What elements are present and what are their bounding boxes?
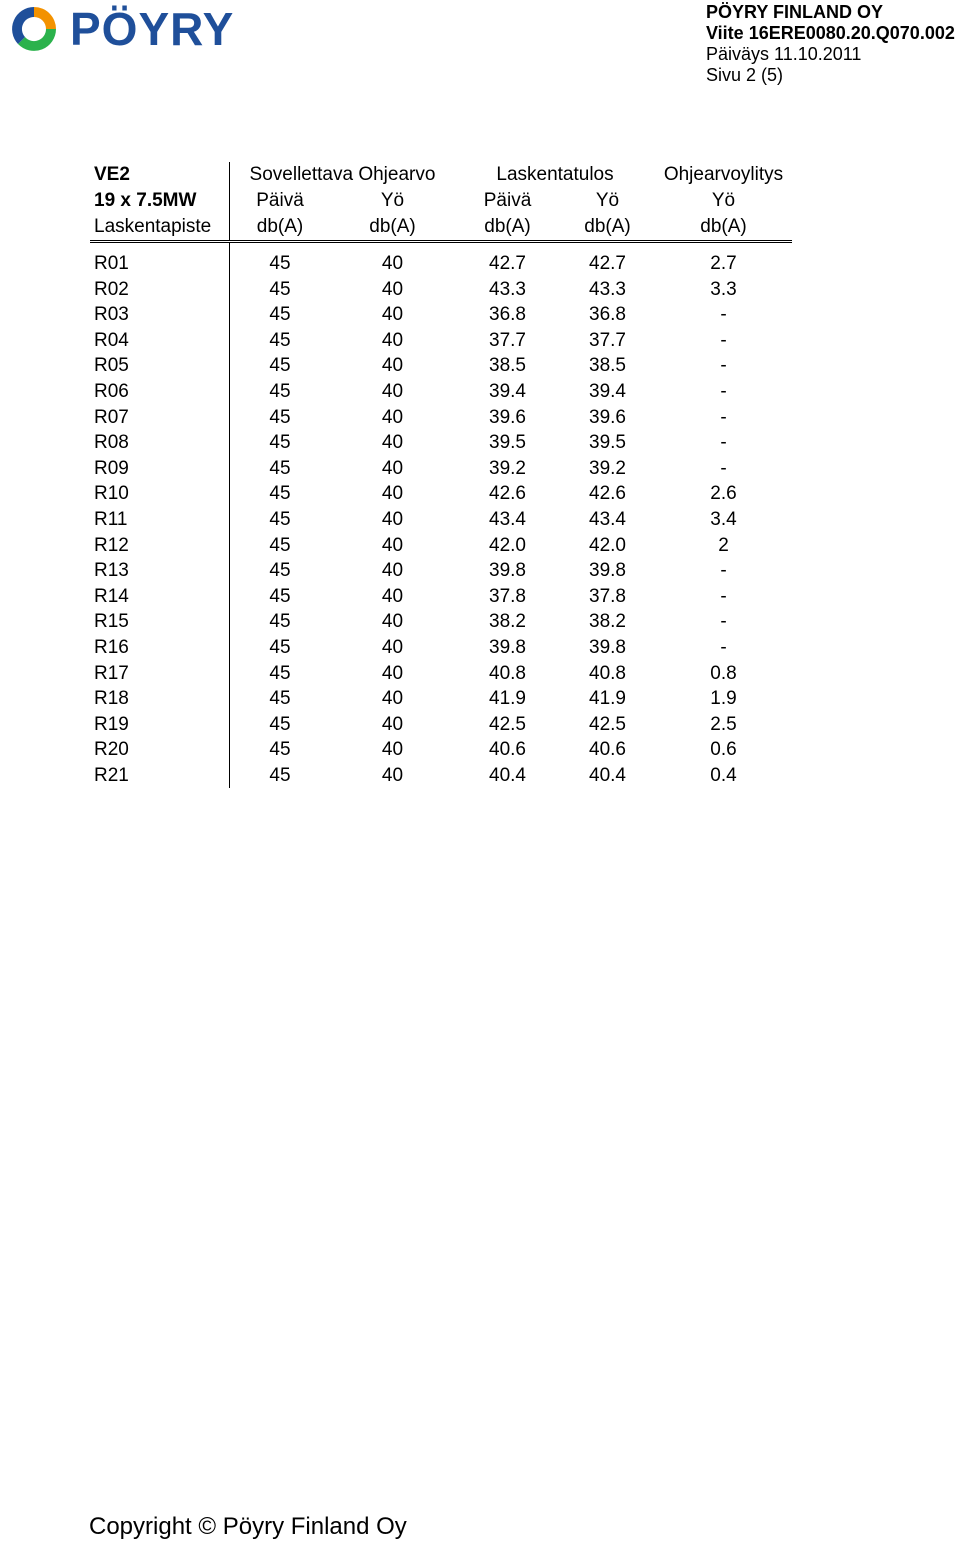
value-cell: 43.4 [489, 508, 526, 530]
sub-header: Päivä [256, 190, 304, 211]
value-cell: 40 [381, 457, 404, 479]
table-row [90, 635, 792, 661]
value-cell: - [720, 406, 727, 428]
value-cell: 45 [269, 380, 291, 402]
value-cell: 40.8 [589, 662, 626, 684]
value-cell: 45 [269, 688, 291, 710]
value-cell: 40 [381, 432, 404, 454]
table-row [90, 737, 792, 763]
point-id-cell: R20 [90, 737, 230, 763]
header-row-2 [90, 188, 792, 214]
table-row [90, 456, 792, 482]
unit-header: db(A) [230, 214, 331, 242]
unit-header: db(A) [455, 214, 560, 242]
table-row [90, 558, 792, 584]
point-id-cell: R17 [90, 661, 230, 687]
table-row [90, 353, 792, 379]
page-number: Sivu 2 (5) [706, 65, 784, 85]
value-cell: 42.0 [489, 534, 526, 556]
table-row [90, 481, 792, 507]
table-row [90, 405, 792, 431]
point-id-cell: R03 [90, 302, 230, 328]
point-id-cell: R05 [90, 353, 230, 379]
value-cell: 45 [269, 585, 291, 607]
table-row [90, 533, 792, 559]
document-header [706, 2, 955, 86]
table-row [90, 251, 792, 277]
value-cell: - [720, 457, 727, 479]
value-cell: 38.5 [489, 355, 526, 377]
value-cell: 45 [269, 457, 291, 479]
point-id-cell: R13 [90, 558, 230, 584]
value-cell: 40.8 [489, 662, 526, 684]
value-cell: 36.8 [489, 304, 526, 326]
table-row [90, 379, 792, 405]
value-cell: 42.6 [489, 483, 526, 505]
point-id-cell: R04 [90, 328, 230, 354]
point-id-cell: R01 [90, 251, 230, 277]
value-cell: 0.8 [710, 662, 737, 684]
value-cell: 40 [381, 304, 404, 326]
value-cell: - [720, 380, 727, 402]
point-id-cell: R16 [90, 635, 230, 661]
value-cell: 45 [269, 611, 291, 633]
point-id-cell: R08 [90, 430, 230, 456]
noise-results-table [90, 162, 792, 788]
table-row [90, 712, 792, 738]
point-id-cell: R06 [90, 379, 230, 405]
value-cell: 43.3 [489, 278, 526, 300]
value-cell: 37.7 [489, 329, 526, 351]
value-cell: 45 [269, 560, 291, 582]
value-cell: 40 [381, 355, 404, 377]
value-cell: 39.2 [589, 457, 626, 479]
value-cell: 37.8 [489, 585, 526, 607]
table-row [90, 277, 792, 303]
value-cell: 40.6 [589, 739, 626, 761]
company-name: PÖYRY FINLAND OY [706, 2, 884, 22]
value-cell: 42.5 [589, 713, 626, 735]
value-cell: 40 [381, 560, 404, 582]
value-cell: 38.2 [589, 611, 626, 633]
value-cell: 3.4 [710, 508, 737, 530]
value-cell: 45 [269, 432, 291, 454]
value-cell: 39.6 [489, 406, 526, 428]
value-cell: 40 [381, 688, 404, 710]
value-cell: - [720, 560, 727, 582]
value-cell: 40 [381, 534, 404, 556]
company-logo [8, 2, 234, 56]
value-cell: 40 [381, 253, 404, 274]
value-cell: 45 [269, 764, 291, 786]
value-cell: 37.8 [589, 585, 626, 607]
header-row-units [90, 214, 792, 242]
value-cell: 40 [381, 278, 404, 300]
value-cell: 39.4 [589, 380, 626, 402]
table-row [90, 609, 792, 635]
value-cell: - [720, 355, 727, 377]
value-cell: 45 [269, 406, 291, 428]
value-cell: - [720, 585, 727, 607]
value-cell: - [720, 611, 727, 633]
value-cell: 39.2 [489, 457, 526, 479]
table-row [90, 507, 792, 533]
point-id-cell: R10 [90, 481, 230, 507]
unit-header: db(A) [560, 214, 655, 242]
value-cell: 40 [381, 611, 404, 633]
point-id-cell: R07 [90, 405, 230, 431]
value-cell: 37.7 [589, 329, 626, 351]
value-cell: 41.9 [489, 688, 526, 710]
value-cell: 39.5 [489, 432, 526, 454]
point-id-cell: R09 [90, 456, 230, 482]
value-cell: 42.6 [589, 483, 626, 505]
value-cell: 45 [269, 355, 291, 377]
value-cell: 45 [269, 713, 291, 735]
value-cell: 2.7 [710, 253, 737, 274]
value-cell: 45 [269, 304, 291, 326]
value-cell: 40 [381, 329, 404, 351]
point-id-cell: R15 [90, 609, 230, 635]
table-row [90, 302, 792, 328]
value-cell: 40 [381, 406, 404, 428]
value-cell: 38.5 [589, 355, 626, 377]
value-cell: 45 [269, 739, 291, 761]
value-cell: 39.4 [489, 380, 526, 402]
spacer-row [90, 242, 792, 252]
point-column-header: Laskentapiste [90, 214, 230, 242]
point-id-cell: R12 [90, 533, 230, 559]
table-row [90, 328, 792, 354]
value-cell: 42.5 [489, 713, 526, 735]
value-cell: - [720, 636, 727, 658]
value-cell: 40.4 [489, 764, 526, 786]
copyright-footer: Copyright © Pöyry Finland Oy [89, 1513, 407, 1540]
value-cell: 45 [269, 278, 291, 300]
table-row [90, 763, 792, 789]
value-cell: 40 [381, 662, 404, 684]
value-cell: 42.0 [589, 534, 626, 556]
value-cell: 0.4 [710, 764, 737, 786]
logo-wordmark: PÖYRY [70, 3, 235, 55]
poyry-logo-mark-icon [8, 3, 60, 55]
document-date: Päiväys 11.10.2011 [706, 44, 862, 64]
value-cell: 45 [269, 636, 291, 658]
value-cell: 43.4 [589, 508, 626, 530]
value-cell: 2.6 [710, 483, 737, 505]
value-cell: 40.6 [489, 739, 526, 761]
value-cell: 0.6 [710, 739, 737, 761]
group-exceed-header: Ohjearvoylitys [663, 164, 784, 185]
reference-number: Viite 16ERE0080.20.Q070.002 [706, 23, 955, 43]
value-cell: 45 [269, 329, 291, 351]
value-cell: 43.3 [589, 278, 626, 300]
value-cell: - [720, 329, 727, 351]
table-row [90, 661, 792, 687]
value-cell: 40 [381, 585, 404, 607]
value-cell: 39.8 [489, 636, 526, 658]
point-id-cell: R14 [90, 584, 230, 610]
value-cell: 41.9 [589, 688, 626, 710]
point-id-cell: R19 [90, 712, 230, 738]
value-cell: 39.6 [589, 406, 626, 428]
value-cell: 40 [381, 739, 404, 761]
point-id-cell: R02 [90, 277, 230, 303]
table-row [90, 430, 792, 456]
value-cell: 42.7 [489, 253, 526, 274]
header-row-1 [90, 162, 792, 188]
value-cell: 45 [269, 508, 291, 530]
value-cell: 45 [269, 662, 291, 684]
table-row [90, 584, 792, 610]
value-cell: 45 [269, 253, 291, 274]
value-cell: 40 [381, 380, 404, 402]
value-cell: 45 [269, 534, 291, 556]
point-id-cell: R11 [90, 507, 230, 533]
unit-header: db(A) [330, 214, 455, 242]
value-cell: 39.8 [589, 560, 626, 582]
group-result-header: Laskentatulos [496, 164, 614, 185]
value-cell: 40 [381, 764, 404, 786]
sub-header: Yö [380, 190, 405, 211]
value-cell: 40 [381, 508, 404, 530]
value-cell: 3.3 [710, 278, 737, 300]
value-cell: 39.8 [589, 636, 626, 658]
value-cell: 40 [381, 636, 404, 658]
value-cell: 42.7 [589, 253, 626, 274]
value-cell: 39.8 [489, 560, 526, 582]
point-id-cell: R21 [90, 763, 230, 789]
sub-header: Yö [711, 190, 736, 211]
table-row [90, 686, 792, 712]
value-cell: 38.2 [489, 611, 526, 633]
unit-header: db(A) [655, 214, 792, 242]
value-cell: 40.4 [589, 764, 626, 786]
scenario-label: VE2 [90, 162, 230, 188]
sub-header: Päivä [483, 190, 532, 211]
value-cell: 2.5 [710, 713, 737, 735]
value-cell: - [720, 304, 727, 326]
value-cell: - [720, 432, 727, 454]
value-cell: 1.9 [710, 688, 737, 710]
value-cell: 39.5 [589, 432, 626, 454]
value-cell: 40 [381, 483, 404, 505]
value-cell: 45 [269, 483, 291, 505]
sub-header: Yö [595, 190, 620, 211]
value-cell: 36.8 [589, 304, 626, 326]
value-cell: 2 [718, 534, 729, 556]
group-guideline-header: Sovellettava Ohjearvo [249, 164, 436, 185]
turbine-config-label: 19 x 7.5MW [90, 188, 230, 214]
point-id-cell: R18 [90, 686, 230, 712]
value-cell: 40 [381, 713, 404, 735]
